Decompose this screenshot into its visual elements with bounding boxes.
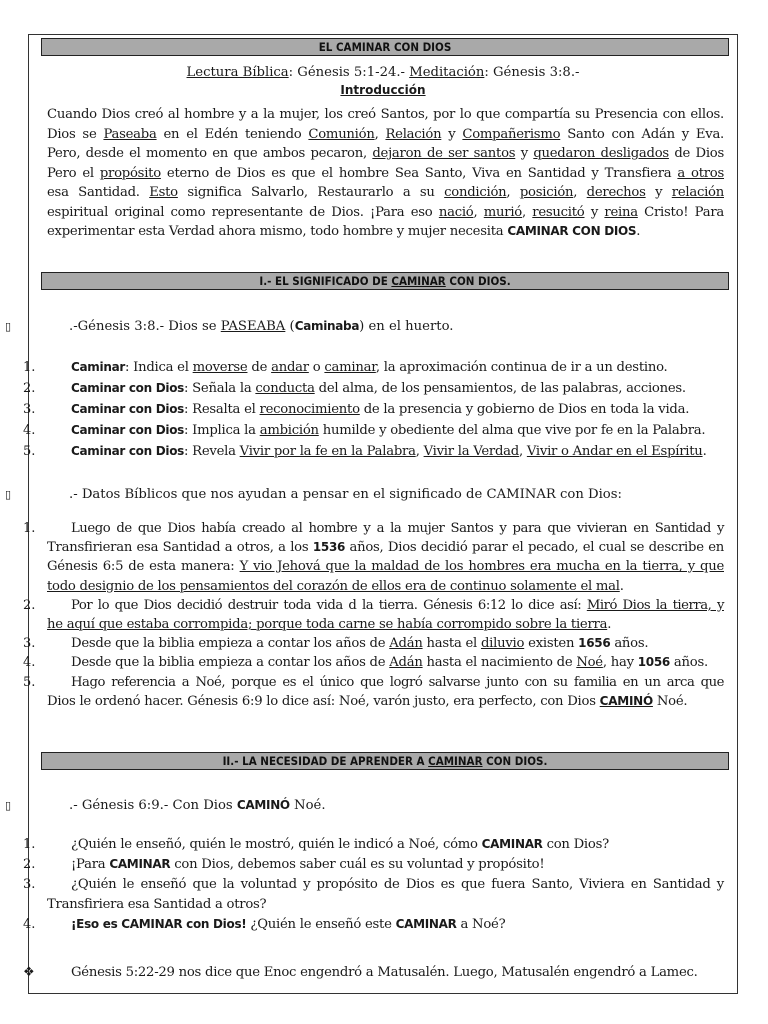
- intro-line-text: Cristo! Para: [637, 204, 724, 220]
- section-1-item-text: , la aproximación continua de ir a un destino.: [375, 360, 668, 375]
- section-1-item: [71, 358, 667, 377]
- section-1-title-underlined: CAMINAR: [391, 274, 446, 288]
- dato-line-bold: 1056: [637, 655, 670, 670]
- question-number: 2.: [23, 857, 36, 872]
- intro-line-underlined: derechos: [586, 185, 646, 200]
- item-number: 4.: [23, 423, 36, 438]
- dato-line-text: hasta el: [422, 636, 481, 652]
- dato-number: 2.: [23, 597, 36, 613]
- question-number: 1.: [23, 837, 36, 852]
- intro-line-text: eterno de Dios es que el hombre Sea Santo, Viva en Santidad y Transfiera: [160, 165, 678, 181]
- question-line-bold: CAMINAR: [395, 917, 457, 931]
- section-1-bar: [41, 272, 729, 290]
- intro-line-underlined: condición: [444, 185, 507, 200]
- intro-line-underlined: resucitó: [532, 204, 585, 220]
- dato-line-text: Noé.: [652, 693, 688, 709]
- intro-line-underlined: a otros: [677, 165, 725, 181]
- section-1-item-underlined: andar: [271, 360, 309, 375]
- dato-line-text: años.: [669, 655, 708, 671]
- section-1-item-text: ,: [415, 444, 424, 459]
- section-1-item-underlined: Vivir la Verdad: [423, 444, 519, 459]
- dato-line: [71, 596, 724, 615]
- section-1-item-underlined: moverse: [192, 360, 248, 375]
- section-1-item-text: o: [308, 360, 325, 375]
- dato-line-underlined: Adán: [389, 636, 423, 652]
- bullet-icon: ▯: [5, 799, 12, 812]
- dato-line: [47, 538, 724, 557]
- dato-line-bold-underlined: CAMINÓ: [599, 693, 653, 708]
- intro-line-text: y: [515, 146, 534, 161]
- section-1-bullet-a-text: ) en el huerto.: [359, 319, 454, 334]
- dato-line-text: , hay: [602, 655, 638, 671]
- section-1-item-bold: Caminar con Dios: [71, 381, 184, 395]
- question-line-text: ¡Para: [71, 857, 110, 872]
- dato-line-text: Desde que la biblia empieza a contar los años de: [71, 655, 390, 671]
- section-1-item-text: humilde y obediente del alma que vive por fe en la Palabra.: [318, 423, 706, 438]
- section-1-bullet-a-text: .-Génesis 3:8.- Dios se: [69, 319, 221, 334]
- section-1-item-text: : Revela: [184, 444, 240, 459]
- dato-line-underlined: Adán: [389, 655, 423, 671]
- question-number: 4.: [23, 917, 36, 932]
- dato-line-text: años.: [610, 636, 649, 652]
- intro-line: [47, 203, 724, 222]
- intro-line-text: Dios se: [47, 126, 104, 142]
- dato-line: [47, 615, 611, 634]
- intro-line-text: experimentar esta Verdad ahora mismo, todo hombre y mujer necesita: [47, 224, 508, 239]
- section-1-item-text: del alma, de los pensamientos, de las palabras, acciones.: [314, 381, 686, 396]
- intro-line: [47, 164, 724, 183]
- dato-line-text: Luego de que Dios había creado al hombre y a la mujer Santos y para que vivieran en Santidad y: [71, 521, 724, 536]
- intro-heading-line: [29, 81, 737, 100]
- intro-line: [47, 125, 724, 144]
- section-1-item-text: : Señala la: [184, 381, 256, 396]
- section-1-title-suffix: CON DIOS.: [445, 274, 511, 288]
- document-title: EL CAMINAR CON DIOS: [318, 40, 452, 54]
- section-1-item-text: de: [247, 360, 272, 375]
- section-2-bullet-a-text: .- Génesis 6:9.- Con Dios: [69, 798, 237, 813]
- intro-line-text: ,: [473, 204, 484, 220]
- intro-heading: Introducción: [340, 83, 426, 97]
- intro-line-underlined: nació: [438, 204, 474, 220]
- bullet-icon: ▯: [5, 320, 12, 333]
- dato-line-text: hasta el nacimiento de: [422, 655, 577, 671]
- final-line-text: Génesis 5:22-29 nos dice que Enoc engendró a Matusalén. Luego, Matusalén engendró a Lamec.: [71, 965, 698, 980]
- dato-line: [71, 653, 708, 672]
- intro-line-underlined: quedaron desligados: [533, 146, 669, 161]
- item-number: 2.: [23, 381, 36, 396]
- lectura-line: [29, 63, 737, 82]
- intro-line-text: y: [645, 185, 672, 200]
- section-1-item-text: de la presencia y gobierno de Dios en toda la vida.: [359, 402, 690, 417]
- dato-line-text: Hago referencia a Noé, porque es el único que logró salvarse junto con su familia en un arca que: [71, 674, 724, 690]
- question-line: [71, 915, 505, 934]
- dato-line-underlined: todo designio de los pensamientos del corazón de ellos era de continuo solamente el mal: [47, 578, 620, 594]
- section-1-bullet-b: [69, 485, 622, 504]
- intro-line-text: Cuando Dios creó al hombre y a la mujer, los creó Santos, por lo que compartía su Presencia con ellos.: [47, 107, 724, 122]
- section-1-item-underlined: reconocimiento: [259, 402, 360, 417]
- section-1-bullet-a-underlined: PASEABA: [220, 319, 286, 334]
- section-1-item-bold: Caminar con Dios: [71, 423, 184, 437]
- intro-line-text: ,: [374, 126, 386, 142]
- final-line: [71, 963, 698, 982]
- dato-line-text: Transfirieran esa Santidad a otros, a los: [47, 540, 313, 556]
- intro-line-text: ,: [506, 185, 520, 200]
- item-number: 5.: [23, 444, 36, 459]
- intro-line: [47, 105, 724, 124]
- question-line-bold: ¡Eso es CAMINAR con Dios!: [71, 917, 247, 931]
- section-2-title-prefix: II.- LA NECESIDAD DE APRENDER A: [222, 754, 429, 768]
- dato-line-text: .: [619, 578, 624, 594]
- intro-line-bold: CAMINAR CON DIOS: [507, 224, 637, 238]
- intro-line-text: ,: [573, 185, 587, 200]
- dato-number: 1.: [23, 521, 36, 536]
- question-line-text: ¿Quién le enseñó, quién le mostró, quién le indicó a Noé, cómo: [71, 837, 482, 852]
- item-number: 1.: [23, 360, 36, 375]
- dato-line: [71, 519, 724, 538]
- intro-line-text: ,: [522, 204, 533, 220]
- section-2-title-suffix: CON DIOS.: [482, 754, 548, 768]
- section-1-title-prefix: I.- EL SIGNIFICADO DE: [259, 274, 392, 288]
- section-1-item: [71, 442, 707, 461]
- question-line-text: ¿Quién le enseñó este: [246, 917, 396, 932]
- dato-number: 5.: [23, 674, 36, 690]
- meditacion-label: Meditación: [409, 65, 485, 80]
- dato-line-bold: 1536: [312, 540, 346, 555]
- intro-line-text: en el Edén teniendo: [156, 126, 309, 142]
- dato-line-underlined: diluvio: [480, 636, 525, 652]
- section-1-bullet-b-text: .- Datos Bíblicos que nos ayudan a pensar en el significado de CAMINAR con Dios:: [69, 487, 622, 502]
- intro-line-underlined: reina: [604, 204, 638, 220]
- section-1-item-text: : Implica la: [184, 423, 260, 438]
- dato-line-text: existen: [524, 636, 579, 652]
- question-line: [47, 895, 266, 914]
- question-line-text: a Noé?: [456, 917, 506, 932]
- intro-line-text: de Dios: [668, 146, 724, 161]
- intro-line-underlined: dejaron de ser santos: [372, 146, 516, 161]
- dato-line-underlined: Y vio Jehová que la maldad de los hombres era mucha en la tierra, y que: [239, 559, 724, 575]
- dato-line-bold: 1656: [578, 636, 611, 651]
- document-page: [5, 34, 738, 994]
- intro-line-text: Pero, desde el momento en que ambos pecaron,: [47, 146, 373, 161]
- section-2-bullet-a-bold: CAMINÓ: [236, 798, 290, 812]
- dato-line-text: Génesis 6:5 de esta manera:: [47, 559, 240, 575]
- diamond-bullet-icon: ❖: [23, 965, 35, 980]
- dato-line: [71, 634, 648, 653]
- intro-line-underlined: murió: [483, 204, 522, 220]
- dato-line: [47, 692, 687, 711]
- dato-number: 4.: [23, 655, 36, 671]
- intro-line-underlined: propósito: [99, 165, 161, 181]
- bullet-icon: ▯: [5, 488, 12, 501]
- section-2-bullet-a-text: Noé.: [289, 798, 326, 813]
- dato-number: 3.: [23, 636, 36, 652]
- dato-line-text: Dios le ordenó hacer. Génesis 6:9 lo dice así: Noé, varón justo, era perfecto, con Dios: [47, 693, 600, 709]
- question-number: 3.: [23, 877, 36, 892]
- section-1-item-bold: Caminar con Dios: [71, 402, 184, 416]
- section-1-bullet-a: [69, 317, 453, 336]
- question-line-bold: CAMINAR: [109, 857, 171, 871]
- dato-line-text: años, Dios decidió parar el pecado, el cual se describe en: [345, 540, 724, 556]
- section-1-item-underlined: Vivir o Andar en el Espíritu: [526, 444, 703, 459]
- intro-line-text: esa Santidad.: [47, 185, 150, 200]
- section-1-bullet-a-bold: Caminaba: [294, 319, 360, 333]
- intro-line-text: espiritual original como representante de Dios. ¡Para eso: [47, 204, 439, 220]
- intro-line-underlined: relación: [671, 185, 724, 200]
- intro-line-text: Pero el: [47, 165, 100, 181]
- intro-line-underlined: Compañerismo: [462, 126, 561, 142]
- title-bar: [41, 38, 729, 56]
- dato-line-underlined: Noé: [576, 655, 603, 671]
- dato-line: [47, 577, 624, 596]
- intro-line-text: y: [584, 204, 605, 220]
- section-1-item: [71, 421, 705, 440]
- dato-line-text: .: [607, 617, 612, 632]
- dato-line-text: Por lo que Dios decidió destruir toda vida d la tierra. Génesis 6:12 lo dice así:: [71, 597, 587, 613]
- intro-line: [47, 144, 724, 163]
- intro-line-underlined: Relación: [385, 126, 442, 142]
- intro-line-underlined: Paseaba: [103, 126, 157, 142]
- question-line: [71, 875, 724, 894]
- intro-line-underlined: posición: [519, 185, 574, 200]
- section-1-item: [71, 400, 689, 419]
- section-1-item-underlined: caminar: [324, 360, 376, 375]
- section-1-item-text: : Indica el: [124, 360, 193, 375]
- section-1-item-underlined: conducta: [255, 381, 315, 396]
- lectura-ref: : Génesis 5:1-24.-: [288, 65, 410, 80]
- section-1-item-text: .: [702, 444, 707, 459]
- section-1-item-bold: Caminar con Dios: [71, 444, 184, 458]
- meditacion-ref: : Génesis 3:8.-: [484, 65, 580, 80]
- section-2-bullet-a: [69, 796, 326, 815]
- dato-line-underlined: Miró Dios la tierra, y: [586, 597, 724, 613]
- question-line-text: con Dios?: [542, 837, 609, 852]
- section-1-item-underlined: Vivir por la fe en la Palabra: [239, 444, 416, 459]
- intro-line-underlined: Esto: [149, 185, 178, 200]
- dato-line-underlined: he aquí que estaba corrompida; porque toda carne se había corrompido sobre la tierra: [47, 617, 608, 632]
- intro-line-text: y: [441, 126, 463, 142]
- section-1-item-bold: Caminar: [71, 360, 125, 374]
- intro-line: [47, 222, 640, 241]
- dato-line: [47, 557, 724, 576]
- section-1-bullet-a-text: (: [285, 319, 295, 334]
- intro-line-text: .: [636, 224, 641, 239]
- intro-line-underlined: Comunión: [308, 126, 375, 142]
- lectura-label: Lectura Bíblica: [186, 65, 289, 80]
- section-1-item-text: ,: [518, 444, 527, 459]
- section-2-title-underlined: CAMINAR: [428, 754, 483, 768]
- intro-line-text: Santo con Adán y Eva.: [560, 126, 725, 142]
- question-line-text: ¿Quién le enseñó que la voluntad y propósito de Dios es que fuera Santo, Viviera en Santidad y: [71, 877, 724, 892]
- section-1-item-underlined: ambición: [259, 423, 319, 438]
- question-line-text: con Dios, debemos saber cuál es su voluntad y propósito!: [170, 857, 545, 872]
- question-line: [71, 855, 544, 874]
- section-1-item: [71, 379, 686, 398]
- dato-line: [71, 673, 724, 692]
- dato-line-text: Desde que la biblia empieza a contar los años de: [71, 636, 390, 652]
- item-number: 3.: [23, 402, 36, 417]
- question-line-text: Transfiriera esa Santidad a otros?: [47, 897, 267, 912]
- section-2-bar: [41, 752, 729, 770]
- question-line: [71, 835, 609, 854]
- section-1-item-text: : Resalta el: [184, 402, 260, 417]
- intro-line-text: significa Salvarlo, Restaurarlo a su: [177, 185, 445, 200]
- intro-line: [47, 183, 724, 202]
- question-line-bold: CAMINAR: [481, 837, 543, 851]
